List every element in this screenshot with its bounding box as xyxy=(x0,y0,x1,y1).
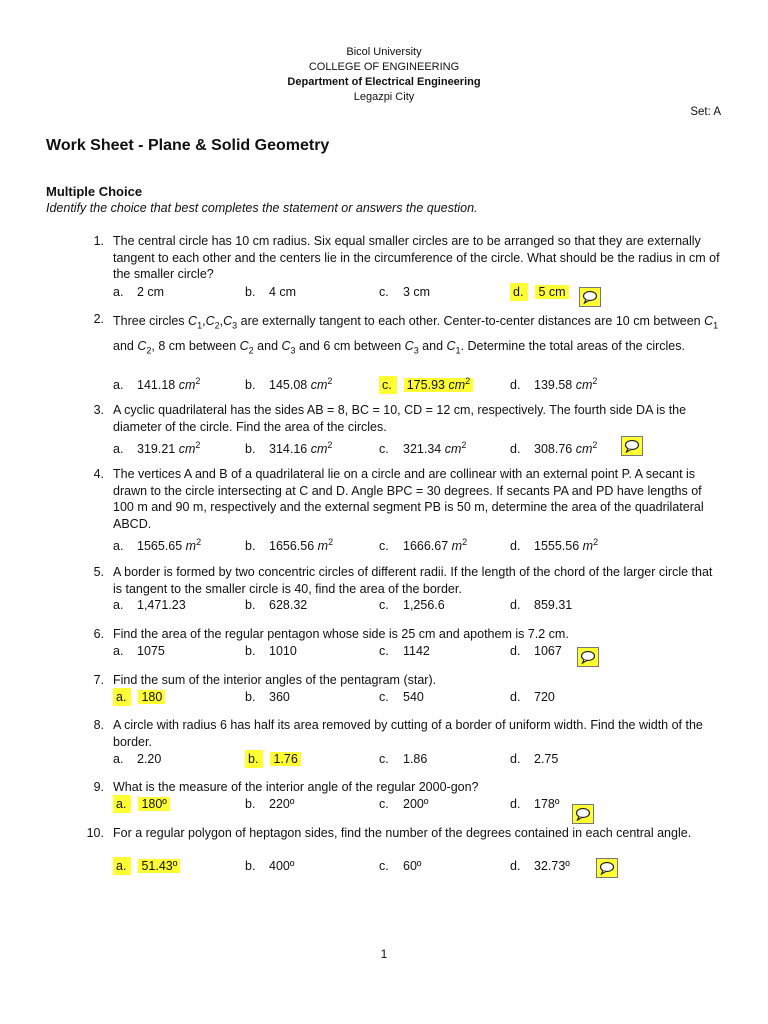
set-label: Set: A xyxy=(690,106,721,118)
choice-b[interactable]: b. 4 cm xyxy=(245,285,297,299)
question-number: 8. xyxy=(93,718,104,732)
choice-d[interactable]: d. 178º xyxy=(510,797,560,811)
choice-a[interactable]: a. 1075 xyxy=(113,644,165,658)
choice-b[interactable]: b. 360 xyxy=(245,690,290,704)
choice-c[interactable]: c. 540 xyxy=(379,690,424,704)
choice-row xyxy=(113,533,723,554)
choice-row xyxy=(113,283,723,301)
choice-c[interactable]: c. 1.86 xyxy=(379,752,428,766)
choice-c[interactable]: c. 1666.67 $m^2$ xyxy=(379,537,468,554)
choice-c[interactable]: c. 200º xyxy=(379,797,429,811)
choice-d[interactable]: d. 2.75 xyxy=(510,752,559,766)
choice-c-selected[interactable]: c. 175.93 $cm^2$ xyxy=(379,372,473,394)
question-stem: Find the sum of the interior angles of the pentagram (star). xyxy=(113,673,437,687)
question-number: 2. xyxy=(93,312,104,326)
choice-a[interactable]: a. 2.20 xyxy=(113,752,162,766)
choice-a-selected[interactable]: a. 180 xyxy=(113,688,165,706)
department-name: Department of Electrical Engineering xyxy=(287,76,481,88)
choice-d[interactable]: d. 139.58 $cm^2$ xyxy=(510,376,598,393)
question-number: 9. xyxy=(93,780,104,794)
question-number: 5. xyxy=(93,565,104,579)
choice-b[interactable]: b. 1010 xyxy=(245,644,297,658)
question-stem: The central circle has 10 cm radius. Six equal smaller circles are to be arranged so that they are externally tangent to each other and the centers lie in the circumference of the circle. What should be the radius in cm of the smaller circle? xyxy=(113,234,720,281)
choice-d[interactable]: d. 720 xyxy=(510,690,555,704)
question-stem: A circle with radius 6 has half its area removed by cutting of a border of uniform width. Find the width of the border. xyxy=(113,718,703,749)
page-title: Work Sheet - Plane & Solid Geometry xyxy=(46,137,330,154)
question-number: 4. xyxy=(93,467,104,481)
choice-d[interactable]: d. 308.76 $cm^2$ xyxy=(510,440,598,457)
choice-b[interactable]: b. 220º xyxy=(245,797,295,811)
instructions: Identify the choice that best completes the statement or answers the question. xyxy=(46,201,478,215)
choice-c[interactable]: c. 321.34 $cm^2$ xyxy=(379,440,467,457)
choice-d[interactable]: d. 859.31 xyxy=(510,598,573,612)
question-number: 3. xyxy=(93,403,104,417)
question-stem: Three circles $C_1,C_2,C_3$ are externally tangent to each other. Center-to-center distances are 10 cm between $C_1$ and $C_2$, 8 cm between $C_2$ and $C_3$ and 6 cm between $C_3$ and $C_1$. Determine the total areas of the circles. xyxy=(113,314,719,356)
document-header xyxy=(0,45,768,105)
choice-d[interactable]: d. 1555.56 $m^2$ xyxy=(510,537,599,554)
comment-note-icon[interactable] xyxy=(621,436,643,456)
university-name: Bicol University xyxy=(346,46,422,58)
choice-c[interactable]: c. 1,256.6 xyxy=(379,598,445,612)
choice-a[interactable]: a. 2 cm xyxy=(113,285,165,299)
college-name: COLLEGE OF ENGINEERING xyxy=(308,61,460,73)
choice-a-selected[interactable]: a. 51.43º xyxy=(113,857,180,875)
choice-c[interactable]: c. 1142 xyxy=(379,644,430,658)
choice-row xyxy=(113,596,723,614)
choice-c[interactable]: c. 60º xyxy=(379,859,422,873)
question-number: 10. xyxy=(86,826,104,840)
choice-b[interactable]: b. 400º xyxy=(245,859,295,873)
question-stem: A border is formed by two concentric circles of different radii. If the length of the chord of the larger circle that is tangent to the smaller circle is 40, find the area of the border. xyxy=(113,565,713,596)
choice-c[interactable]: c. 3 cm xyxy=(379,285,431,299)
page-number: 1 xyxy=(380,947,388,961)
choice-d[interactable]: d. 1067 xyxy=(510,644,562,658)
city-name: Legazpi City xyxy=(353,91,415,103)
question-number: 1. xyxy=(93,234,104,248)
question-number: 6. xyxy=(93,627,104,641)
choice-a[interactable]: a. 1565.65 $m^2$ xyxy=(113,537,202,554)
comment-note-icon[interactable] xyxy=(596,858,618,878)
choice-b[interactable]: b. 628.32 xyxy=(245,598,308,612)
section-heading: Multiple Choice xyxy=(46,184,143,199)
comment-note-icon[interactable] xyxy=(577,647,599,667)
question-stem: Find the area of the regular pentagon whose side is 25 cm and apothem is 7.2 cm. xyxy=(113,627,569,641)
choice-b[interactable]: b. 1656.56 $m^2$ xyxy=(245,537,334,554)
choice-a-selected[interactable]: a. 180º xyxy=(113,795,170,813)
choice-row xyxy=(113,688,723,706)
choice-row xyxy=(113,372,723,393)
choice-b[interactable]: b. 145.08 $cm^2$ xyxy=(245,376,333,393)
choice-b-selected[interactable]: b. 1.76 xyxy=(245,750,301,768)
comment-note-icon[interactable] xyxy=(579,287,601,307)
question-stem: For a regular polygon of heptagon sides, find the number of the degrees contained in each central angle. xyxy=(113,826,692,840)
choice-d[interactable]: d. 32.73º xyxy=(510,859,570,873)
choice-row xyxy=(113,795,723,813)
question-stem: The vertices A and B of a quadrilateral lie on a circle and are collinear with an external point P. A secant is drawn to the circle intersecting at C and D. Angle BPC = 30 degrees. If secants PA and PD have lengths of 100 m and 90 m, respectively and the external segment PB is 50 m, determine the area of the quadrilateral ABCD. xyxy=(113,467,704,531)
question-number: 7. xyxy=(93,673,104,687)
comment-note-icon[interactable] xyxy=(572,804,594,824)
choice-row xyxy=(113,857,723,875)
choice-d-selected[interactable]: d. 5 cm xyxy=(510,283,569,301)
choice-a[interactable]: a. 141.18 $cm^2$ xyxy=(113,376,201,393)
choice-row xyxy=(113,750,723,768)
choice-row xyxy=(113,642,723,660)
choice-a[interactable]: a. 1,471.23 xyxy=(113,598,186,612)
question-stem: A cyclic quadrilateral has the sides AB = 8, BC = 10, CD = 12 cm, respectively. The fourth side DA is the diameter of the circle. Find the area of the circles. xyxy=(113,403,687,434)
choice-a[interactable]: a. 319.21 $cm^2$ xyxy=(113,440,201,457)
choice-b[interactable]: b. 314.16 $cm^2$ xyxy=(245,440,333,457)
question-stem: What is the measure of the interior angle of the regular 2000-gon? xyxy=(113,780,479,794)
